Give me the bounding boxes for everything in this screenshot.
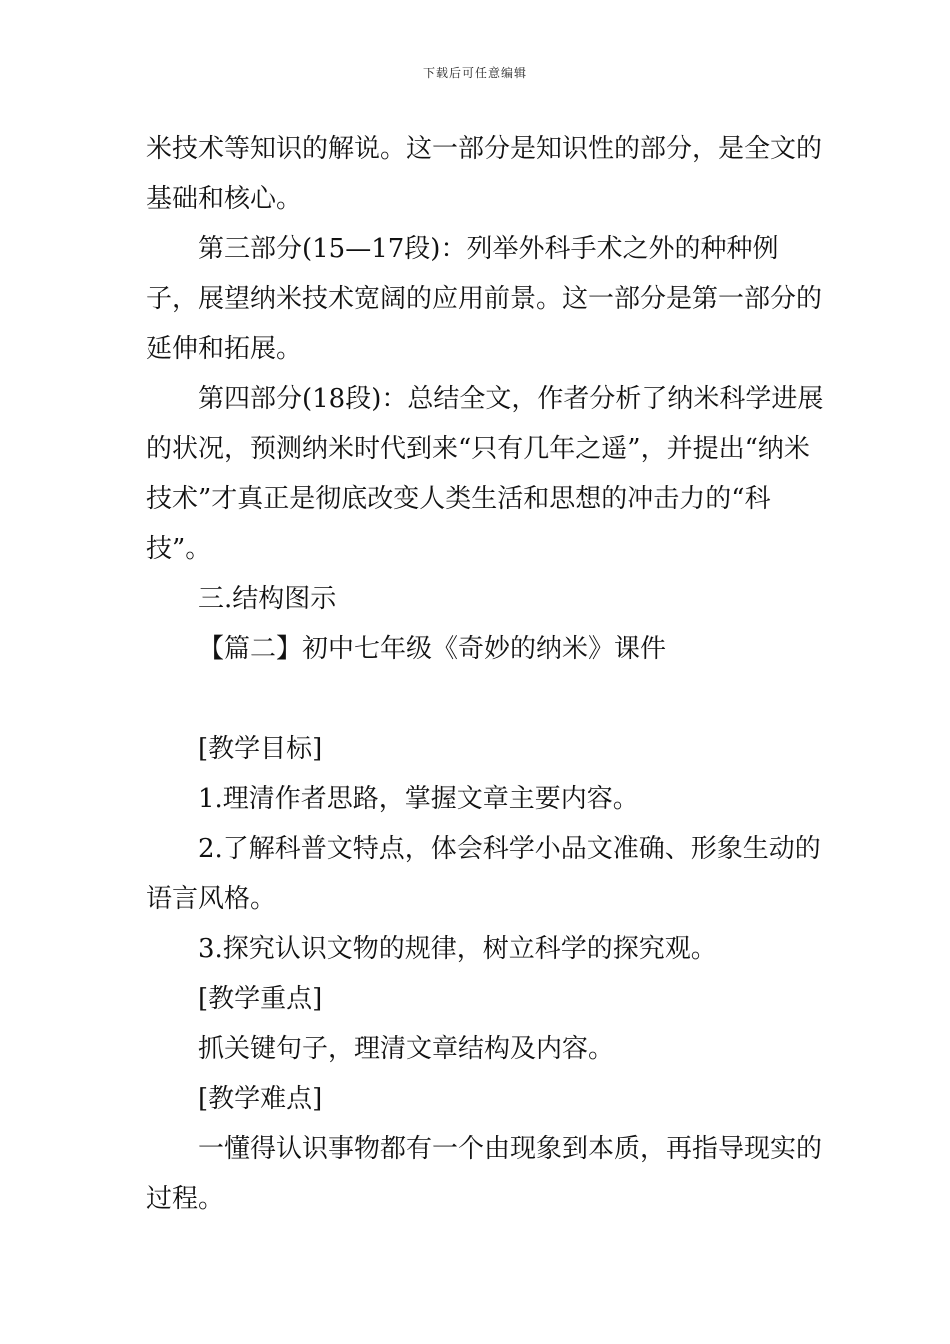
heading-teaching-goals: [教学目标] xyxy=(198,734,323,764)
paragraph-part-three: 第三部分(15—17段)：列举外科手术之外的种种例子，展望纳米技术宽阔的应用前景。这一部分是第一部分的延伸和拓展。 xyxy=(146,234,823,364)
section-heading-structure-diagram: 三.结构图示 xyxy=(198,584,337,614)
document-body xyxy=(146,124,826,1224)
difficulty-text: 一懂得认识事物都有一个由现象到本质，再指导现实的过程。 xyxy=(146,1134,823,1214)
page-header-note: 下载后可任意编辑 xyxy=(422,66,527,80)
focus-text: 抓关键句子，理清文章结构及内容。 xyxy=(198,1034,615,1064)
goal-item-2: 2.了解科普文特点，体会科学小品文准确、形象生动的语言风格。 xyxy=(146,834,821,914)
blank-line xyxy=(146,674,826,724)
heading-teaching-focus: [教学重点] xyxy=(198,984,323,1014)
paragraph-continuation: 米技术等知识的解说。这一部分是知识性的部分，是全文的基础和核心。 xyxy=(146,134,823,214)
paragraph-part-four: 第四部分(18段)：总结全文，作者分析了纳米科学进展的状况，预测纳米时代到来“只有几年之遥”，并提出“纳米技术”才真正是彻底改变人类生活和思想的冲击力的“科技”。 xyxy=(146,384,824,564)
goal-item-3: 3.探究认识文物的规律，树立科学的探究观。 xyxy=(198,934,717,964)
goal-item-1: 1.理清作者思路，掌握文章主要内容。 xyxy=(198,784,639,814)
section-heading-part-two: 【篇二】初中七年级《奇妙的纳米》课件 xyxy=(198,634,667,664)
heading-teaching-difficulty: [教学难点] xyxy=(198,1084,323,1114)
